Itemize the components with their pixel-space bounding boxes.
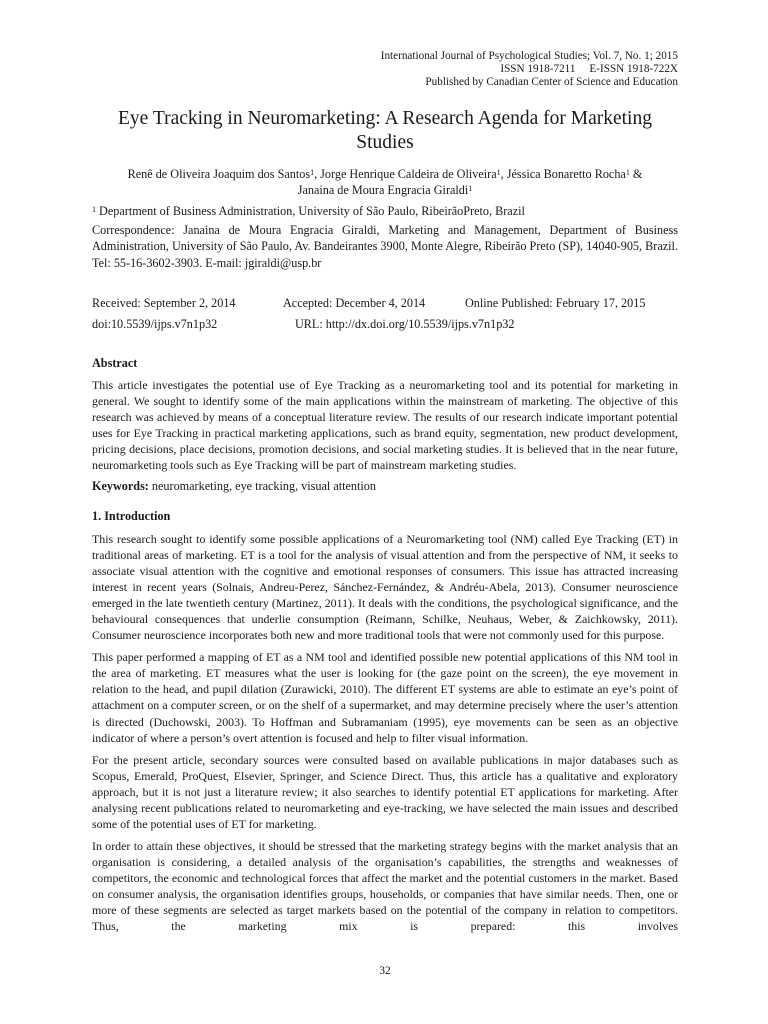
introduction-paragraph-4: In order to attain these objectives, it should be stressed that the marketing strategy begins with the market analysis that an organisation is considering, a detailed analysis of the organisation’s capabilities, the strengths and weaknesses of competitors, the economic and technological forces that affect the market and the potential customers in the market. Based on consumer analysis, the organisation identifies groups, households, or companies that have similar needs. Then, one or more of these segments are selected as target markets based on the potential of the company in relation to competitors. Thus, the marketing mix is prepared: this involves [92,838,678,934]
keywords-label: Keywords: [92,479,149,494]
url-link[interactable]: URL: http://dx.doi.org/10.5539/ijps.v7n1p32 [295,317,515,331]
affiliation-number: 1 [92,205,96,214]
publication-dates [92,295,678,337]
dates-row [92,295,678,316]
affiliation-text: Department of Business Administration, University of São Paulo, RibeirãoPreto, Brazil [96,204,525,218]
keywords-text: neuromarketing, eye tracking, visual attention [148,479,376,494]
accepted-date: Accepted: December 4, 2014 [283,296,426,310]
introduction-heading: 1. Introduction [92,509,171,523]
correspondence: Correspondence: Janaina de Moura Engracia Giraldi, Marketing and Management, Department of Business Administration, University of São Paulo, Av. Bandeirantes 3900, Monte Alegre, Ribeirão Preto (SP), 14040-905, Brazil. Tel: 55-16-3602-3903. E-mail: jgiraldi@usp.br [92,223,678,270]
identifiers-row [92,316,678,337]
abstract-section [92,356,678,494]
affiliation [92,204,678,219]
received-date: Received: September 2, 2014 [92,296,236,310]
paper-page [92,0,678,1024]
published-date: Online Published: February 17, 2015 [465,296,646,310]
introduction-paragraph-3: For the present article, secondary sources were consulted based on available publications in major databases such as Scopus, Emerald, ProQuest, Elsevier, Springer, and Science Direct. Thus, this article has a qualitative and exploratory approach, but it is not just a literature review; it also searches to identify potential ET applications for marketing. After analysing recent publications related to neuromarketing and eye-tracking, we have selected the main issues and described some of the potential uses of ET for marketing. [92,752,678,831]
affiliation-marker: 1 [310,168,315,177]
journal-line: International Journal of Psychological Studies; Vol. 7, No. 1; 2015 [380,50,678,62]
author-name: , Jorge Henrique Caldeira de Oliveira [314,167,497,181]
affiliation-marker: 1 [468,183,473,193]
page-number: 32 [379,965,391,977]
journal-header [381,50,678,89]
author-separator: & [629,167,643,181]
affiliation-marker: 1 [625,168,630,177]
publisher-line: Published by Canadian Center of Science and Education [425,76,678,88]
author-name: Janaina de Moura Engracia Giraldi [297,182,469,197]
authors-line-1 [92,167,678,183]
author-list [92,167,678,198]
introduction-paragraph-1: This research sought to identify some possible applications of a Neuromarketing tool (NM) called Eye Tracking (ET) in traditional areas of marketing. ET is a tool for the analysis of visual attention and from the perspective of NM, it seeks to associate visual attention with the cognitive and emotional responses of consumers. This issue has attracted increasing interest in recent years (Solnais, Andreu-Perez, Sánchez-Fernández, & Andréu-Abela, 2013). Consumer neuroscience emerged in the late twentieth century (Martinez, 2011). It deals with the conditions, the psychological significance, and the behavioural consequences that underlie consumption (Reimann, Schilke, Neuhaus, Weber, & Zaichkowsky, 2011). Consumer neuroscience incorporates both new and more traditional tools that were not commonly used for this purpose. [92,532,678,643]
paper-title [92,107,678,155]
author-name: , Jéssica Bonaretto Rocha [500,167,626,181]
doi-text: doi:10.5539/ijps.v7n1p32 [92,317,218,331]
abstract-text: This article investigates the potential use of Eye Tracking as a neuromarketing tool and its potential for marketing in general. We sought to identify some of the main applications within the mainstream of marketing. The objective of this research was achieved by means of a conceptual literature review. The results of our research indicate important potential uses for Eye Tracking in practical marketing applications, such as brand equity, segmentation, new product development, pricing decisions, place decisions, promotion decisions, and social marketing studies. It is believed that in the near future, neuromarketing tools such as Eye Tracking will be part of mainstream marketing studies. [92,378,678,473]
author-name: Renê de Oliveira Joaquim dos Santos [127,167,311,181]
affiliation-marker: 1 [496,168,501,177]
title-line-1: Eye Tracking in Neuromarketing: A Research Agenda for Marketing [118,108,652,129]
introduction-paragraph-2: This paper performed a mapping of ET as a NM tool and identified possible new potential applications of this NM tool in the area of marketing. ET measures what the user is looking for (the gaze point on the screen), the eye movement in relation to the head, and pupil dilation (Zurawicki, 2010). The different ET systems are able to estimate an eye’s point of attachment on a computer screen, or on the shelf of a supermarket, and may determine precisely where the user’s attention is directed (Duchowski, 2003). To Hoffman and Subramaniam (1995), eye movements can be seen as an objective indicator of where a person’s overt attention is focused and help to filter visual information. [92,650,678,745]
keywords [92,479,678,494]
title-line-2: Studies [356,132,414,153]
issn-line: ISSN 1918-7211 E-ISSN 1918-722X [500,63,678,75]
introduction-section [92,509,678,940]
authors-line-2 [92,183,678,199]
abstract-heading: Abstract [92,356,138,370]
